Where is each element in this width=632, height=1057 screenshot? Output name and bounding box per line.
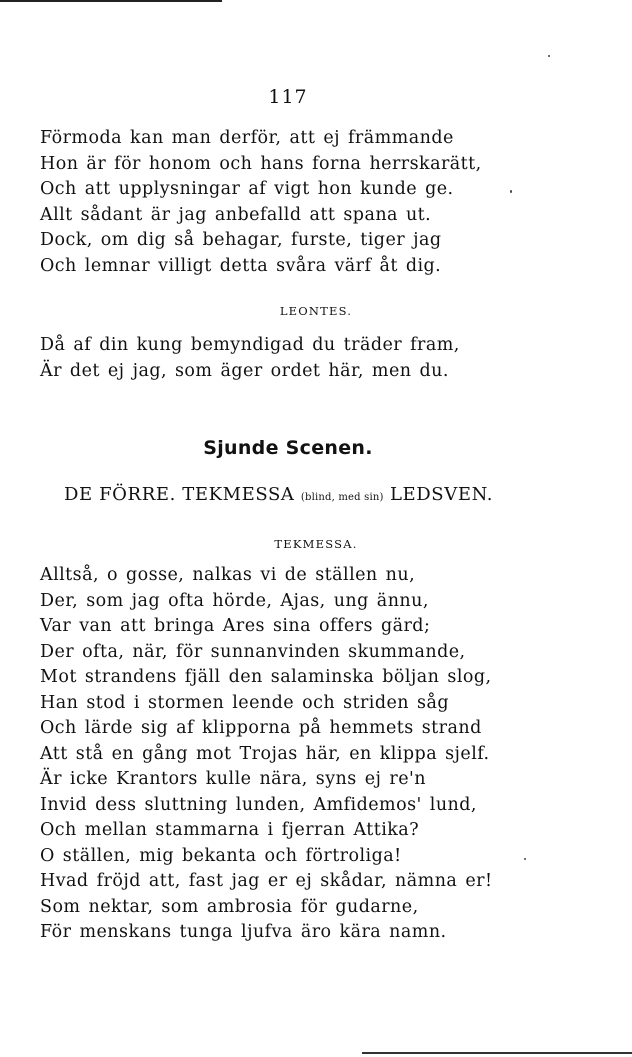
- cast-names: DE FÖRRE. TEKMESSA: [64, 484, 295, 505]
- verse-line: Hvad fröjd att, fast jag er ej skådar, nämna er!: [40, 871, 493, 891]
- cast-note: (blind, med sin): [300, 492, 384, 503]
- verse-line: Och mellan stammarna i fjerran Attika?: [40, 820, 420, 840]
- verse-line: Är icke Krantors kulle nära, syns ej re'n: [40, 769, 427, 789]
- verse-line: Är det ej jag, som äger ordet här, men du.: [40, 360, 449, 381]
- verse-line: Der ofta, när, för sunnanvinden skummande,: [40, 641, 466, 662]
- verse-line: Invid dess sluttning lunden, Amfidemos' lund,: [40, 794, 477, 815]
- verse-line: Mot strandens fjäll den salaminska böljan slog,: [40, 667, 492, 687]
- ink-speck: [524, 858, 526, 860]
- verse-line: Var van att bringa Ares sina offers gärd;: [40, 616, 431, 636]
- verse-line: Allt sådant är jag anbefalld att spana ut.: [40, 204, 432, 225]
- verse-line: Der, som jag ofta hörde, Ajas, ung ännu,: [40, 590, 429, 611]
- verse-line: O ställen, mig bekanta och förtroliga!: [40, 845, 402, 866]
- verse-line: Och lemnar villigt detta svåra värf åt dig.: [40, 255, 442, 276]
- verse-block-2: [40, 333, 520, 384]
- verse-line: Dock, om dig så behagar, furste, tiger jag: [40, 230, 442, 250]
- verse-line: För menskans tunga ljufva äro kära namn.: [40, 922, 447, 942]
- cast-end: LEDSVEN.: [389, 484, 494, 505]
- bottom-rule: [362, 1052, 632, 1054]
- ink-speck: [510, 190, 512, 193]
- cast-list: [64, 484, 604, 505]
- verse-line: Och att upplysningar af vigt hon kunde ge.: [40, 179, 454, 199]
- scene-title: Sjunde Scenen.: [203, 437, 373, 459]
- verse-line: Som nektar, som ambrosia för gudarne,: [40, 896, 419, 917]
- verse-block-1: [40, 126, 520, 279]
- speaker-tekmessa: TEKMESSA.: [274, 537, 358, 551]
- page-number: 117: [268, 86, 308, 108]
- verse-line: Alltså, o gosse, nalkas vi de ställen nu,: [40, 565, 416, 585]
- top-rule: [0, 0, 222, 2]
- verse-line: Hon är för honom och hans forna herrskarätt,: [40, 153, 482, 174]
- speaker-leontes: LEONTES.: [279, 304, 353, 318]
- ink-speck: [548, 55, 550, 57]
- verse-line: Han stod i stormen leende och striden såg: [40, 692, 450, 713]
- verse-line: Då af din kung bemyndigad du träder fram,: [40, 335, 460, 355]
- verse-line: Och lärde sig af klipporna på hemmets strand: [40, 718, 482, 738]
- verse-block-3: [40, 563, 520, 946]
- verse-line: Att stå en gång mot Trojas här, en klippa sjelf.: [40, 743, 490, 764]
- verse-line: Förmoda kan man derför, att ej främmande: [40, 128, 454, 148]
